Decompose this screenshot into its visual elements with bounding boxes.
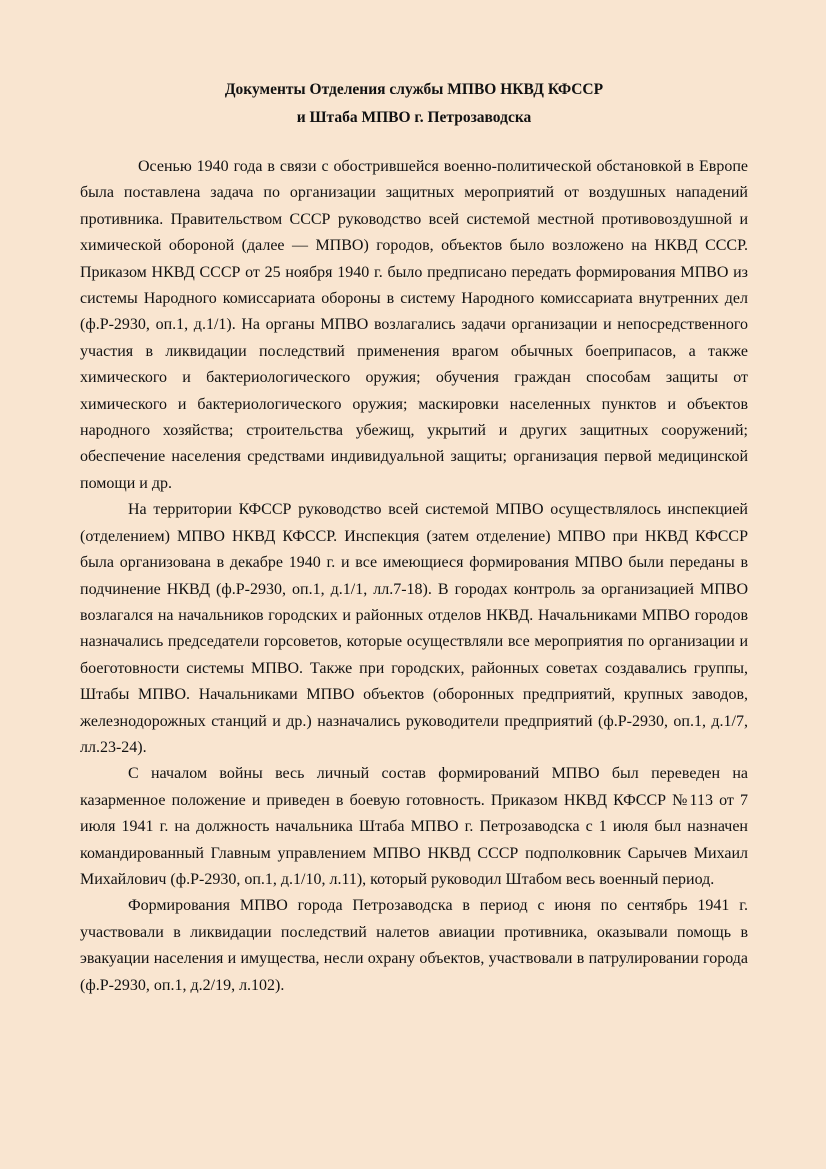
paragraph-1: Осенью 1940 года в связи с обострившейся военно-политической обстановкой в Европе была поставлена задача по организации защитных мероприятий от воздушных нападений противника. Правительством СССР руководство всей системой местной противовоздушной и химической обороной (далее — МПВО) городов, объектов было возложено на НКВД СССР. Приказом НКВД СССР от 25 ноября 1940 г. было предписано передать формирования МПВО из системы Народного комиссариата обороны в систему Народного комиссариата внутренних дел (ф.Р-2930, оп.1, д.1/1). На органы МПВО возлагались задачи организации и непосредственного участия в ликвидации последствий применения врагом обычных боеприпасов, а также химического и бактериологического оружия; обучения граждан способам защиты от химического и бактериологического оружия; маскировки населенных пунктов и объектов народного хозяйства; строительства убежищ, укрытий и других защитных сооружений; обеспечение населения средствами индивидуальной защиты; организация первой медицинской помощи и др.: [80, 158, 748, 492]
paragraph-2: На территории КФССР руководство всей системой МПВО осуществлялось инспекцией (отделением) МПВО НКВД КФССР. Инспекция (затем отделение) МПВО при НКВД КФССР была организована в декабре 1940 г. и все имеющиеся формирования МПВО были переданы в подчинение НКВД (ф.Р-2930, оп.1, д.1/1, лл.7-18). В городах контроль за организацией МПВО возлагался на начальников городских и районных отделов НКВД. Начальниками МПВО городов назначались председатели горсоветов, которые осуществляли все мероприятия по организации и боеготовности системы МПВО. Также при городских, районных советах создавались группы, Штабы МПВО. Начальниками МПВО объектов (оборонных предприятий, крупных заводов, железнодорожных станций и др.) назначались руководители предприятий (ф.Р-2930, оп.1, д.1/7, лл.23-24).: [80, 501, 748, 756]
document-title: [80, 76, 748, 132]
title-line-2: и Штаба МПВО г. Петрозаводска: [296, 109, 532, 126]
paragraph-4: Формирования МПВО города Петрозаводска в период с июня по сентябрь 1941 г. участвовали в ликвидации последствий налетов авиации противника, оказывали помощь в эвакуации населения и имущества, несли охрану объектов, участвовали в патрулировании города (ф.Р-2930, оп.1, д.2/19, л.102).: [80, 897, 748, 994]
title-line-1: Документы Отделения службы МПВО НКВД КФССР: [224, 81, 604, 98]
paragraph-3: С началом войны весь личный состав формирований МПВО был переведен на казарменное положение и приведен в боевую готовность. Приказом НКВД КФССР №113 от 7 июля 1941 г. на должность начальника Штаба МПВО г. Петрозаводска с 1 июля был назначен командированный Главным управлением МПВО НКВД СССР подполковник Сарычев Михаил Михайлович (ф.Р-2930, оп.1, д.1/10, л.11), который руководил Штабом весь военный период.: [80, 765, 748, 888]
